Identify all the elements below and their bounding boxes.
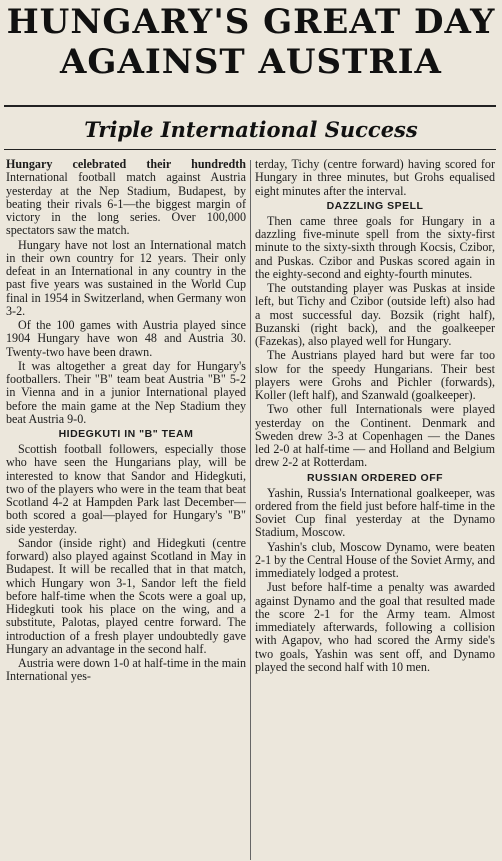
left-column: [6, 158, 246, 858]
section-heading: RUSSIAN ORDERED OFF: [306, 471, 444, 484]
paragraph: The outstanding player was Puskas at inside left, but Tichy and Czibor (outside left) also had a most successful day. Bozsik (right half), Buzanski (right back), and the goalkeeper (Fazekas), also played well for Hungary.: [255, 281, 495, 348]
headline-line-2: AGAINST AUSTRIA: [60, 42, 442, 82]
headline: [0, 2, 502, 82]
paragraph: Hungary have not lost an International match in their own country for 12 years. Their only defeat in an International in any country in the past five years was sustained in the World Cup final in 1954 in Switzerland, when Germany won 3-2.: [6, 237, 246, 318]
paragraph: The Austrians played hard but were far too slow for the speedy Hungarians. Their best players were Grohs and Pichler (forwards), Koller (left half), and Szanwald (goalkeeper).: [255, 348, 495, 402]
paragraph: It was altogether a great day for Hungary's footballers. Their "B" team beat Austria "B" 5-2 in Vienna and in a junior International played before the main game at the Nep Stadium they beat Austria 9-0.: [6, 358, 246, 426]
paragraph: Two other full Internationals were played yesterday on the Continent. Denmark and Sweden drew 3-3 at Copenhagen — the Danes led 2-0 at half-time — and Holland and Belgium drew 2-2 at Rotterdam.: [255, 402, 495, 470]
paragraph: Hungary celebrated their hundredth International football match against Austria yesterday at the Nep Stadium, Budapest, by beating their rivals 6-1—the biggest margin of victory in the long series. Over 100,000 spectators saw the match.: [6, 158, 246, 238]
paragraph: Just before half-time a penalty was awarded against Dynamo and the goal that resulted made the score 2-1 for the Army team. Almost immediately afterwards, following a collision with Agapov, who had scored the Army side's two goals, Yashin was sent off, and Dynamo played the second half with 10 men.: [255, 580, 495, 674]
paragraph: Scottish football followers, especially those who have seen the Hungarians play, will be interested to know that Sandor and Hidegkuti, two of the players who were in the team that beat Scotland 4-2 at Hampden Park last December—both scored a goal—played for Hungary's "B" side yesterday.: [6, 442, 246, 536]
section-heading: HIDEGKUTI IN "B" TEAM: [58, 428, 194, 440]
paragraph: terday, Tichy (centre forward) having scored for Hungary in three minutes, but Grohs equalised eight minutes after the interval.: [255, 158, 495, 198]
headline-line-1: HUNGARY'S GREAT DAY: [6, 2, 496, 42]
subheadline: Triple International Success: [84, 117, 418, 142]
column-divider: [250, 160, 251, 860]
paragraph: Yashin, Russia's International goalkeeper, was ordered from the field just before half-time in the Soviet Cup final yesterday at the Dynamo Stadium, Moscow.: [255, 485, 495, 540]
paragraph: Austria were down 1-0 at half-time in the main International yes-: [6, 656, 246, 684]
paragraph: Yashin's club, Moscow Dynamo, were beaten 2-1 by the Central House of the Soviet Army, and immediately lodged a protest.: [255, 539, 495, 580]
right-column: [255, 158, 495, 858]
section-heading: DAZZLING SPELL: [326, 199, 424, 212]
top-rule: [4, 105, 496, 107]
subhead-rule: [4, 149, 496, 150]
paragraph: Of the 100 games with Austria played since 1904 Hungary have won 48 and Austria 30. Twenty-two have been drawn.: [6, 318, 246, 359]
paragraph: Then came three goals for Hungary in a dazzling five-minute spell from the sixty-first minute to the sixty-sixth through Kocsis, Czibor, and Puskas. Czibor and Puskas scored again in the eighty-second and eighty-fourth minutes.: [255, 213, 495, 281]
paragraph: Sandor (inside right) and Hidegkuti (centre forward) also played against Scotland in May in Budapest. It will be recalled that in that match, which Hungary won 3-1, Sandor left the field before half-time when the Scots were a goal up, Hidegkuti took his place on the wing, and a substitute, Palotas, played centre forward. The introduction of a fresh player undoubtedly gave Hungary an advantage in the second half.: [6, 535, 246, 656]
